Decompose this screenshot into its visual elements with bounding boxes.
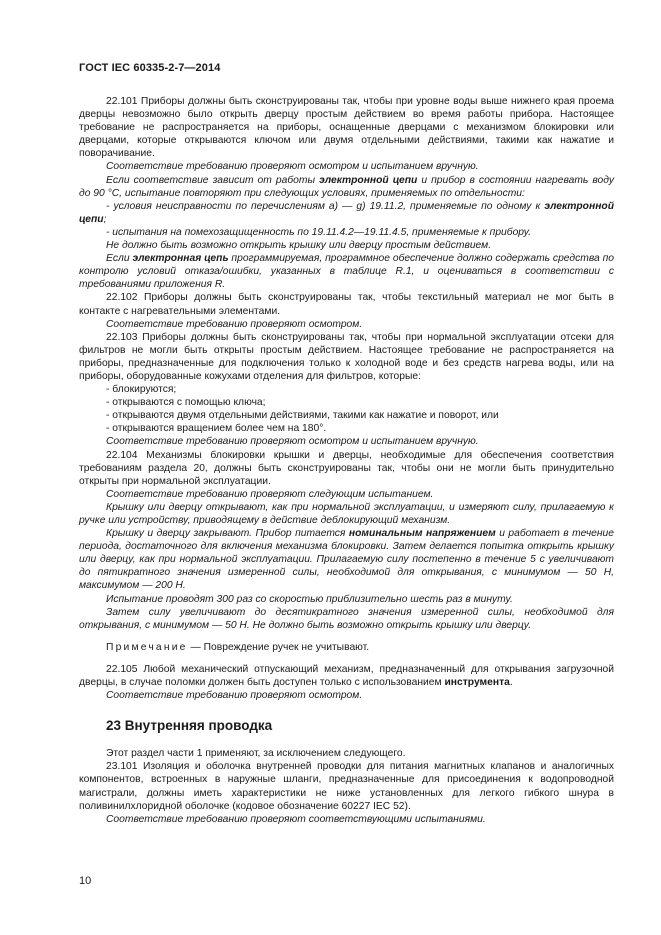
list-item: - открываются двумя отдельными действиями, такими как нажатие и поворот, или	[106, 410, 499, 422]
note-text: — Повреждение ручек не учитывают.	[187, 641, 370, 653]
compliance-check: Соответствие требованию проверяют осмотром.	[106, 690, 363, 702]
text-run: .	[509, 677, 513, 689]
text-run: Крышку и дверцу закрывают. Прибор питается	[106, 528, 349, 540]
list-item: - открываются с помощью ключа;	[106, 397, 266, 409]
paragraph: Этот раздел части 1 применяют, за исключением следующего.	[106, 748, 406, 760]
note-label: Примечание	[106, 641, 188, 653]
clause-22-105	[79, 663, 614, 689]
paragraph: Не должно быть возможно открыть крышку или дверцу простым действием.	[106, 240, 492, 252]
document-header: ГОСТ IEC 60335-2-7—2014	[79, 62, 221, 74]
section-heading: 23 Внутренняя проводка	[106, 718, 273, 734]
paragraph: Затем силу увеличивают до десятикратного значения измеренной силы, необходимой для открывания, с минимумом — 50 Н. Не должно быть возможно открыть крышку или дверцу.	[79, 606, 614, 631]
text-run: Если	[106, 253, 133, 265]
list-item: - открываются вращением более чем на 180°.	[106, 423, 327, 435]
compliance-check: Соответствие требованию проверяют соответствующими испытаниями.	[106, 813, 486, 825]
text-run: ;	[103, 213, 107, 225]
defined-term: электронной цепи	[79, 200, 614, 225]
compliance-check: Соответствие требованию проверяют осмотром.	[106, 318, 363, 330]
defined-term: электронная цепь	[132, 253, 229, 265]
paragraph	[79, 252, 614, 291]
clause-22-101: 22.101 Приборы должны быть сконструированы так, чтобы при уровне воды выше нижнего края проема дверцы невозможно было открыть дверцу простым действием во время работы прибора. Настоящее требование не распространяется на приборы, оснащенные дверцами с механизмом блокировки или дверцами, которые открываются ключом или двумя отдельными действиями, такими как нажатие и поворачивание.	[79, 96, 614, 160]
compliance-check: Соответствие требованию проверяют следующим испытанием.	[106, 488, 434, 500]
document-body	[79, 95, 614, 826]
clause-23-101: 23.101 Изоляция и оболочка внутренней проводки для питания магнитных клапанов и аналогичных компонентов, встроенных в наружные шланги, предназначенные для присоединения к водопроводной магистрали, должны иметь характеристики не ниже установленных для легкого гибкого шнура в поливинилхлоридной оболочке (кодовое обозначение 60227 IEC 52).	[79, 761, 614, 812]
defined-term: инструмента	[444, 677, 510, 689]
defined-term: электронной цепи	[319, 174, 418, 186]
defined-term: номинальным напряжением	[348, 528, 496, 540]
compliance-check: Соответствие требованию проверяют осмотром и испытанием вручную.	[106, 161, 479, 173]
list-item: - блокируются;	[106, 384, 177, 396]
note	[79, 641, 614, 654]
paragraph: Крышку или дверцу открывают, как при нормальной эксплуатации, и измеряют силу, прилагаемую к ручке или устройству, приводящему в действие деблокирующий механизм.	[79, 501, 614, 526]
compliance-check: Соответствие требованию проверяют осмотром и испытанием вручную.	[106, 436, 479, 448]
text-run: - условия неисправности по перечислениям a) — g) 19.11.2, применяемые по одному к	[106, 200, 545, 212]
paragraph	[79, 174, 614, 200]
text-run: 22.105 Любой механический отпускающий механизм, предназначенный для открывания загрузочной дверцы, в случае поломки должен быть доступен только с использованием	[79, 663, 614, 689]
clause-22-103: 22.103 Приборы должны быть сконструированы так, чтобы при нормальной эксплуатации отсеки для фильтров не могли быть открыты простым действием. Настоящее требование не распространяется на приборы, предназначенные для подключения только к холодной воде и без средств нагрева воды, или на приборы, оборудованные кожухами отделения для фильтров, которые:	[79, 331, 614, 382]
text-run: и прибор в состоянии нагревать воду до 90 °С, испытание повторяют при следующих условиях, применяемых по отдельности:	[79, 174, 614, 199]
clause-22-102: 22.102 Приборы должны быть сконструированы так, чтобы текстильный материал не мог быть в контакте с нагревательными элементами.	[79, 292, 614, 317]
paragraph: Испытание проводят 300 раз со скоростью приблизительно шесть раз в минуту.	[106, 593, 513, 605]
text-run: и работает в течение периода, достаточного для включения механизма блокировки. Затем делается попытка открыть крышку или дверцу, как при нормальной эксплуатации. Прилагаемую силу постепенно в течение 5 с увеличивают до пятикратного значения измеренной силы, необходимой для открывания, с минимумом — 50 Н, максимумом — 200 Н.	[79, 528, 615, 592]
text-run: программируемая, программное обеспечение должно содержать средства по контролю условий отказа/ошибки, указанных в таблице R.1, и оцениваться в соответствии с требованиями приложения R.	[79, 253, 614, 291]
paragraph	[79, 527, 614, 592]
text-run: Если соответствие зависит от работы	[106, 174, 320, 186]
page-number: 10	[79, 875, 92, 887]
paragraph	[79, 200, 614, 226]
paragraph: - испытания на помехозащищенность по 19.11.4.2—19.11.4.5, применяемые к прибору.	[106, 226, 532, 238]
clause-22-104: 22.104 Механизмы блокировки крышки и дверцы, необходимые для обеспечения соответствия требованиям раздела 20, должны быть сконструированы так, чтобы они не могли быть принудительно открыты при нормальной эксплуатации.	[79, 449, 614, 487]
